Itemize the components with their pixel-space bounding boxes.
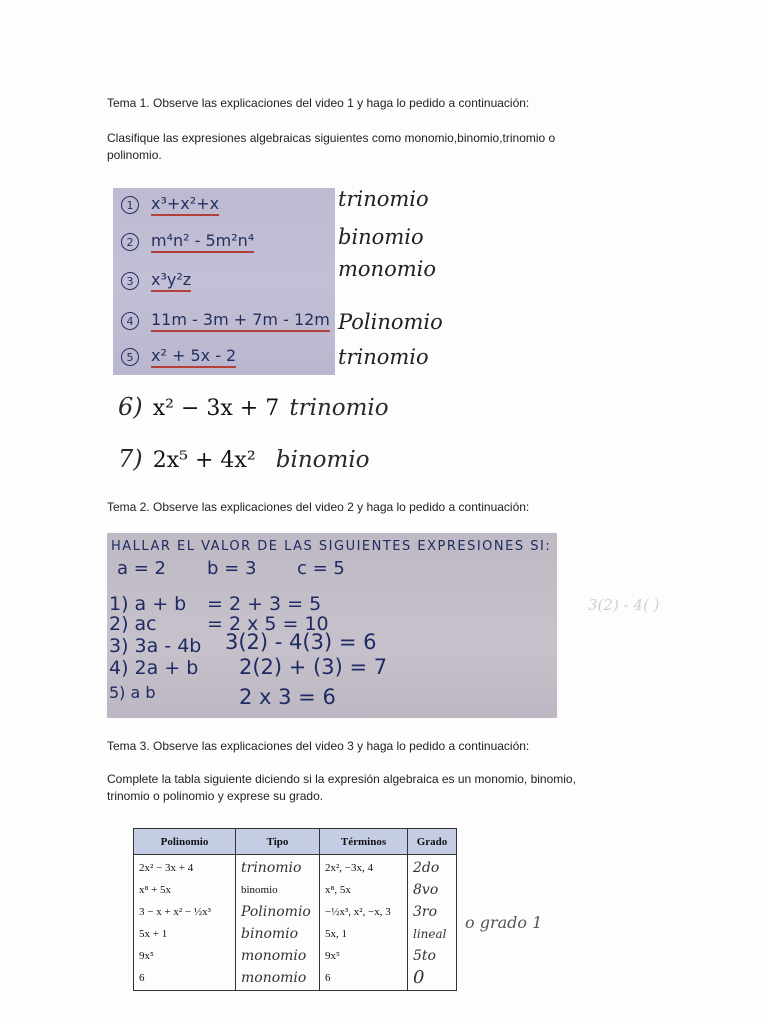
- terminos-column: [320, 855, 408, 991]
- tema2-title: Tema 2. Observe las explicaciones del video 2 y haga lo pedido a continuación:: [107, 500, 530, 514]
- row-4-work: 2(2) + (3) = 7: [239, 655, 388, 679]
- value-a: a = 2: [117, 558, 167, 579]
- tema3-instruction: Complete la tabla siguiente diciendo si la expresión algebraica es un monomio, binomio, trinomio o polinomio y exprese su grado.: [107, 772, 576, 803]
- worksheet-header: HALLAR EL VALOR DE LAS SIGUIENTES EXPRESIONES SI:: [111, 539, 552, 554]
- grado-note: o grado 1: [465, 913, 543, 932]
- table-header-row: [134, 829, 457, 855]
- table-cell: trinomio: [241, 860, 302, 876]
- table-cell: Polinomio: [241, 904, 311, 920]
- expression-text: x² + 5x - 2: [151, 346, 236, 368]
- polinomio-column: [134, 855, 236, 991]
- table-cell: 9x⁵: [325, 950, 340, 962]
- item-label: 7): [118, 445, 143, 473]
- table-cell: −½x³, x², −x, 3: [325, 906, 391, 918]
- item-number: 5: [121, 348, 139, 366]
- table-cell: 5x + 1: [139, 928, 168, 940]
- row-3-work: 3(2) - 4(3) = 6: [225, 630, 377, 654]
- row-3-label: 3) 3a - 4b: [109, 635, 202, 657]
- answer-5: trinomio: [338, 345, 429, 369]
- header-polinomio: Polinomio: [134, 829, 236, 855]
- answer-6: trinomio: [289, 395, 389, 421]
- table-cell: 5x, 1: [325, 928, 347, 940]
- table-cell: monomio: [241, 970, 307, 986]
- table-cell: lineal: [413, 927, 447, 941]
- table-cell: 0: [413, 967, 425, 988]
- faint-margin-note: 3(2) - 4( ): [588, 596, 660, 614]
- expression-5: [121, 342, 236, 372]
- item-number: 1: [121, 196, 139, 214]
- tema1-title: Tema 1. Observe las explicaciones del video 1 y haga lo pedido a continuación:: [107, 96, 530, 110]
- answer-1: trinomio: [338, 187, 429, 211]
- row-2-work: = 2 x 5 = 10: [207, 613, 329, 635]
- tema3-title: Tema 3. Observe las explicaciones del video 3 y haga lo pedido a continuación:: [107, 739, 530, 753]
- expression-4: [121, 306, 330, 336]
- table-cell: 3ro: [413, 904, 438, 920]
- expression-text: m⁴n² - 5m²n⁴: [151, 231, 254, 253]
- value-c: c = 5: [297, 558, 345, 579]
- value-b: b = 3: [207, 558, 257, 579]
- tipo-column: [236, 855, 320, 991]
- answer-2: binomio: [338, 225, 424, 249]
- expression-text: x³+x²+x: [151, 194, 219, 216]
- row-4-label: 4) 2a + b: [109, 657, 199, 679]
- item-number: 2: [121, 233, 139, 251]
- item-number: 4: [121, 312, 139, 330]
- row-1-label: 1) a + b: [109, 593, 187, 615]
- table-cell: 3 − x + x² − ½x³: [139, 906, 211, 918]
- expression-3: [121, 266, 191, 296]
- expression-text: x³y²z: [151, 270, 191, 292]
- answer-4: Polinomio: [338, 310, 443, 334]
- row-5-work: 2 x 3 = 6: [239, 685, 336, 709]
- table-cell: 8vo: [413, 882, 439, 898]
- table-cell: 9x⁵: [139, 950, 154, 962]
- row-5-label: 5) a b: [109, 683, 156, 702]
- table-cell: 2do: [413, 860, 440, 876]
- grado-column: [408, 855, 457, 991]
- table-cell: 6: [325, 972, 331, 984]
- answer-7: binomio: [275, 447, 370, 473]
- expression-text: 2x⁵ + 4x²: [152, 448, 256, 473]
- header-grado: Grado: [408, 829, 457, 855]
- table-cell: monomio: [241, 948, 307, 964]
- expression-text: x² − 3x + 7: [152, 396, 280, 421]
- expression-6: [118, 393, 389, 421]
- item-number: 3: [121, 272, 139, 290]
- table-cell: binomio: [241, 884, 278, 896]
- expression-7: [118, 445, 370, 473]
- table-cell: 2x², −3x, 4: [325, 862, 374, 874]
- header-tipo: Tipo: [236, 829, 320, 855]
- table-cell: 2x² − 3x + 4: [139, 862, 194, 874]
- table-cell: x⁸ + 5x: [139, 884, 172, 896]
- tema1-expressions-image: [113, 188, 335, 375]
- table-cell: binomio: [241, 926, 299, 942]
- tema1-instruction: Clasifique las expresiones algebraicas siguientes como monomio,binomio,trinomio o polinomio.: [107, 131, 556, 162]
- expression-1: [121, 190, 219, 220]
- table-body-row: [134, 855, 457, 991]
- table-cell: 5to: [413, 948, 436, 964]
- table-cell: x⁸, 5x: [325, 884, 351, 896]
- row-2-label: 2) ac: [109, 613, 157, 635]
- expression-text: 11m - 3m + 7m - 12m: [151, 310, 330, 332]
- classification-table: [133, 828, 457, 991]
- table-cell: 6: [139, 972, 145, 984]
- answer-3: monomio: [338, 257, 436, 281]
- header-terminos: Términos: [320, 829, 408, 855]
- item-label: 6): [118, 393, 143, 421]
- expression-2: [121, 227, 254, 257]
- row-1-work: = 2 + 3 = 5: [207, 593, 322, 615]
- tema2-worksheet-image: [107, 533, 557, 718]
